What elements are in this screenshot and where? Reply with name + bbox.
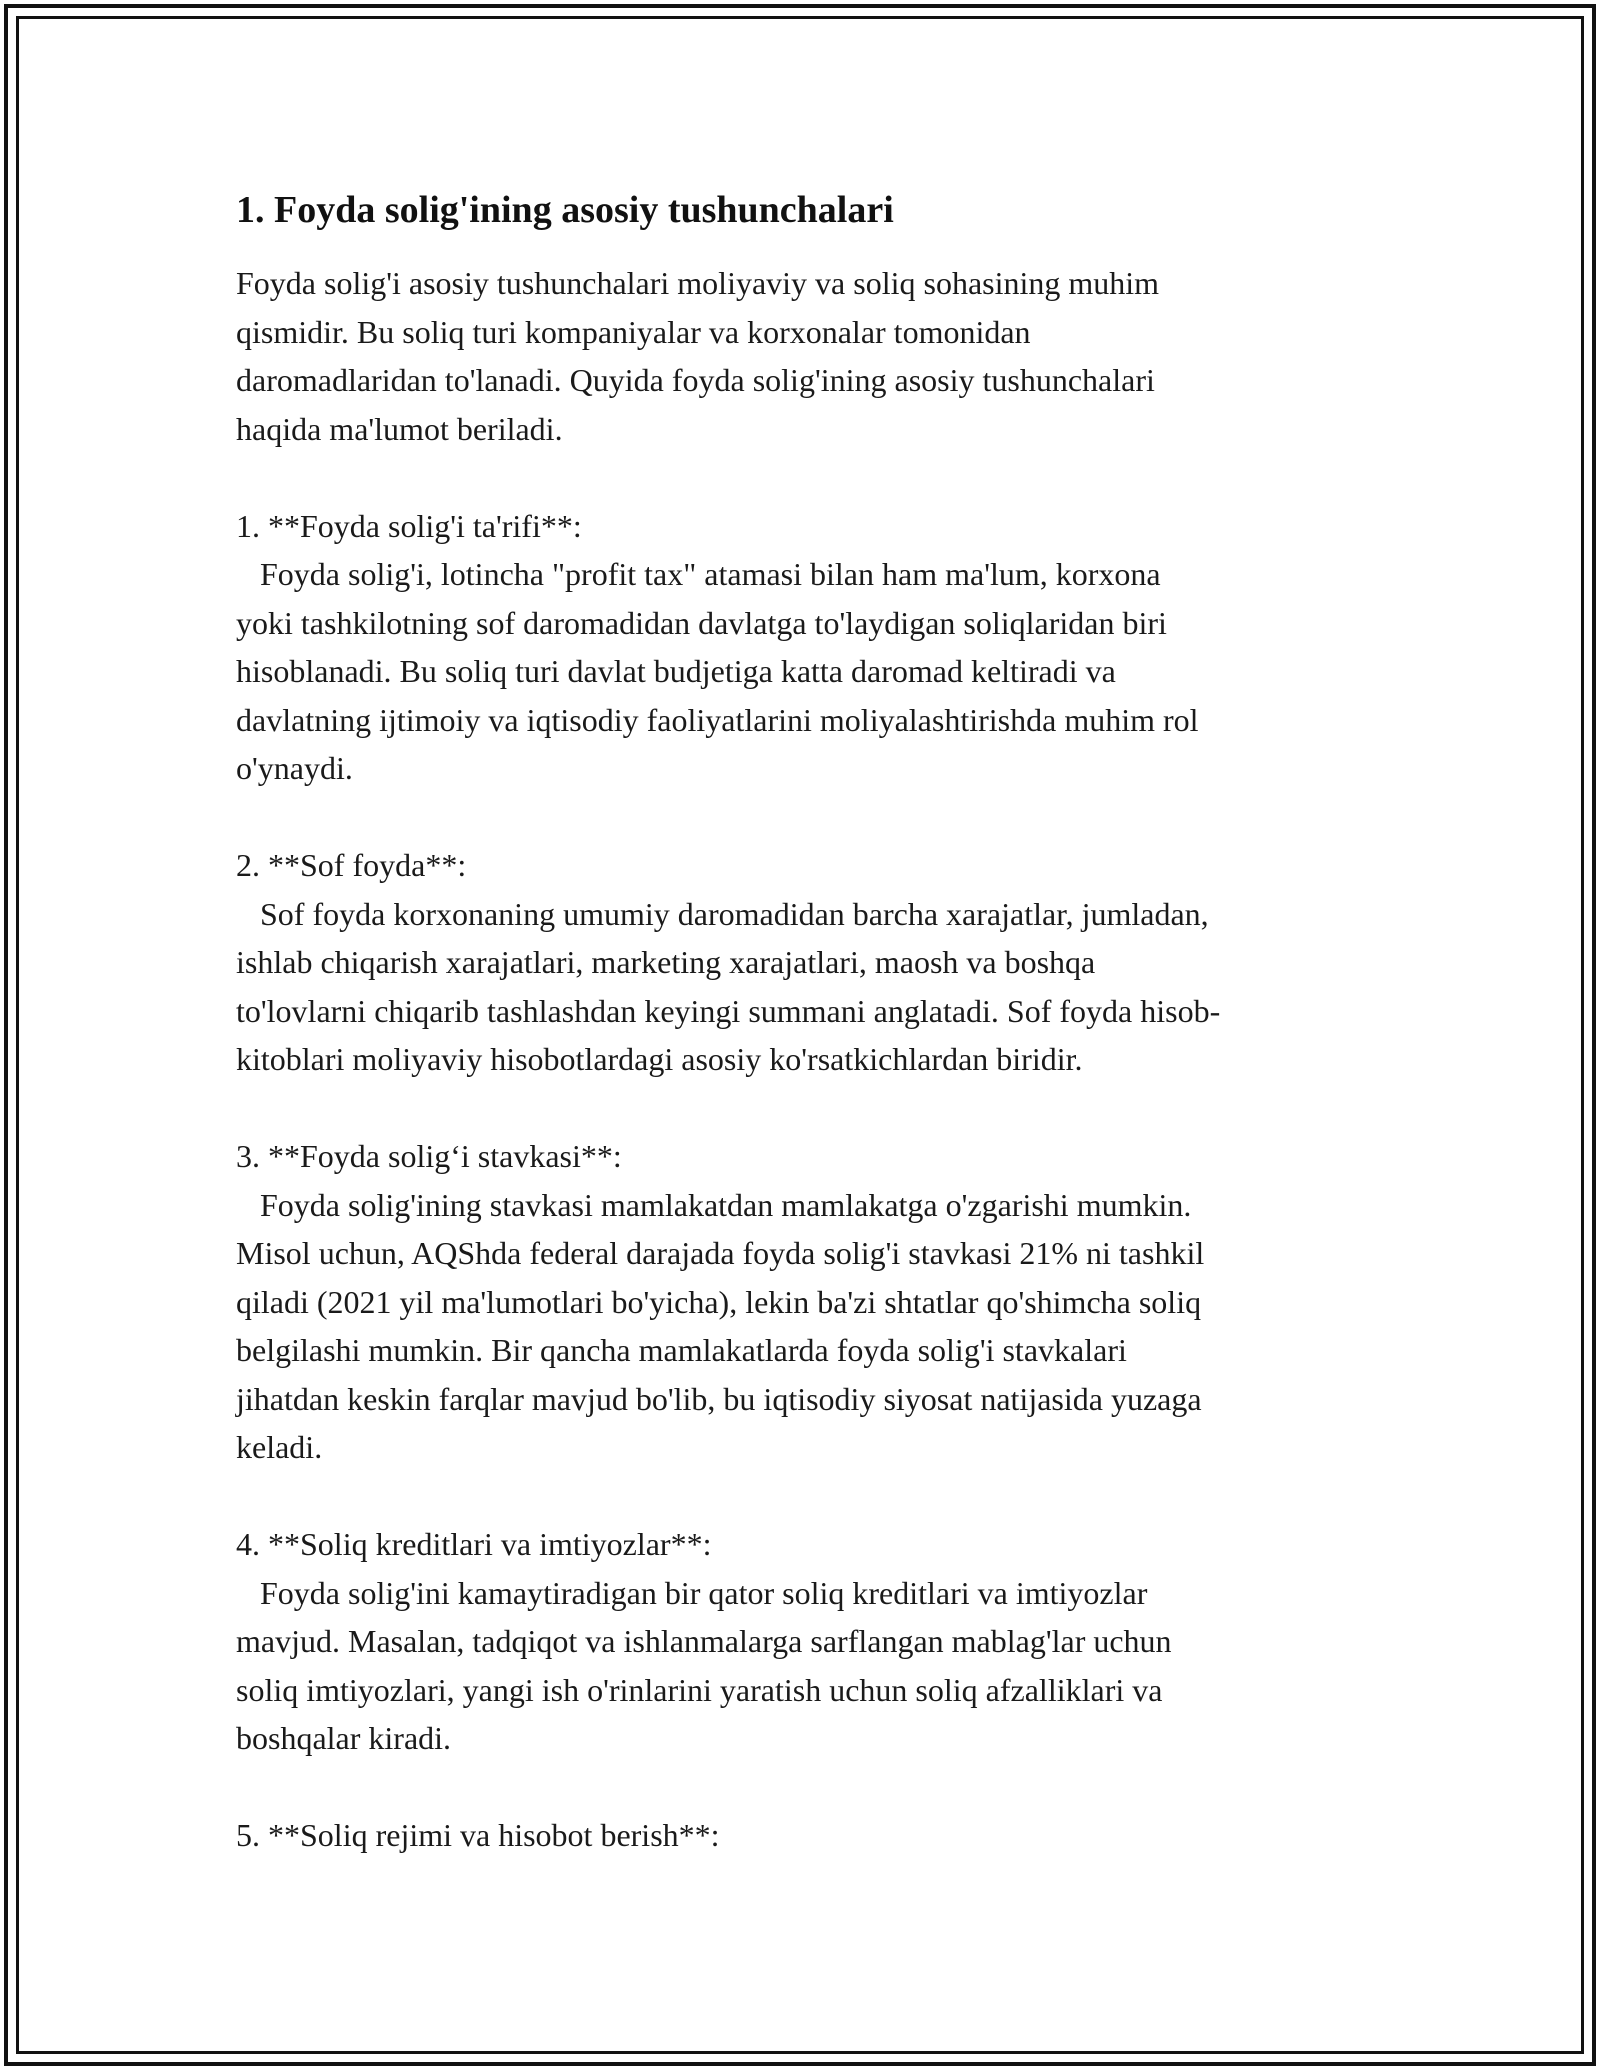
- section-3-tax-rate: 3. **Foyda solig‘i stavkasi**: Foyda solig'ining stavkasi mamlakatdan mamlakatga o'zgarishi mumkin. Misol uchun, AQShda federal darajada foyda solig'i stavkasi 21% ni tashkil qiladi (2021 yil ma'lumotlari bo'yicha), lekin ba'zi shtatlar qo'shimcha soliq belgilashi mumkin. Bir qancha mamlakatlarda foyda solig'i stavkalari jihatdan keskin farqlar mavjud bo'lib, bu iqtisodiy siyosat natijasida yuzaga keladi.: [236, 1138, 1205, 1465]
- section-5-tax-regime-reporting: 5. **Soliq rejimi va hisobot berish**:: [236, 1817, 720, 1853]
- section-2-net-profit: 2. **Sof foyda**: Sof foyda korxonaning umumiy daromadidan barcha xarajatlar, jumladan, ishlab chiqarish xarajatlari, marketing xarajatlari, maosh va boshqa to'lovlarni chiqarib tashlashdan keyingi summani anglatadi. Sof foyda hisob- kitoblari moliyaviy hisobotlardagi asosiy ko'rsatkichlardan biridir.: [236, 847, 1221, 1077]
- section-1-definition: 1. **Foyda solig'i ta'rifi**: Foyda solig'i, lotincha "profit tax" atamasi bilan ham ma'lum, korxona yoki tashkilotning sof daromadidan davlatga to'laydigan soliqlaridan biri hisoblanadi. Bu soliq turi davlat budjetiga katta daromad keltiradi va davlatning ijtimoiy va iqtisodiy faoliyatlarini moliyalashtirishda muhim rol o'ynaydi.: [236, 507, 1199, 786]
- document-page: [236, 185, 1366, 1908]
- intro-paragraph: Foyda solig'i asosiy tushunchalari moliyaviy va soliq sohasining muhim qismidir. Bu soliq turi kompaniyalar va korxonalar tomonidan daromadlaridan to'lanadi. Quyida foyda solig'ining asosiy tushunchalari haqida ma'lumot beriladi.: [236, 265, 1160, 447]
- document-title: 1. Foyda solig'ining asosiy tushunchalari: [236, 189, 894, 231]
- section-4-credits-incentives: 4. **Soliq kreditlari va imtiyozlar**: Foyda solig'ini kamaytiradigan bir qator soliq kreditlari va imtiyozlar mavjud. Masalan, tadqiqot va ishlanmalarga sarflangan mablag'lar uchun soliq imtiyozlari, yangi ish o'rinlarini yaratish uchun soliq afzalliklari va boshqalar kiradi.: [236, 1526, 1172, 1756]
